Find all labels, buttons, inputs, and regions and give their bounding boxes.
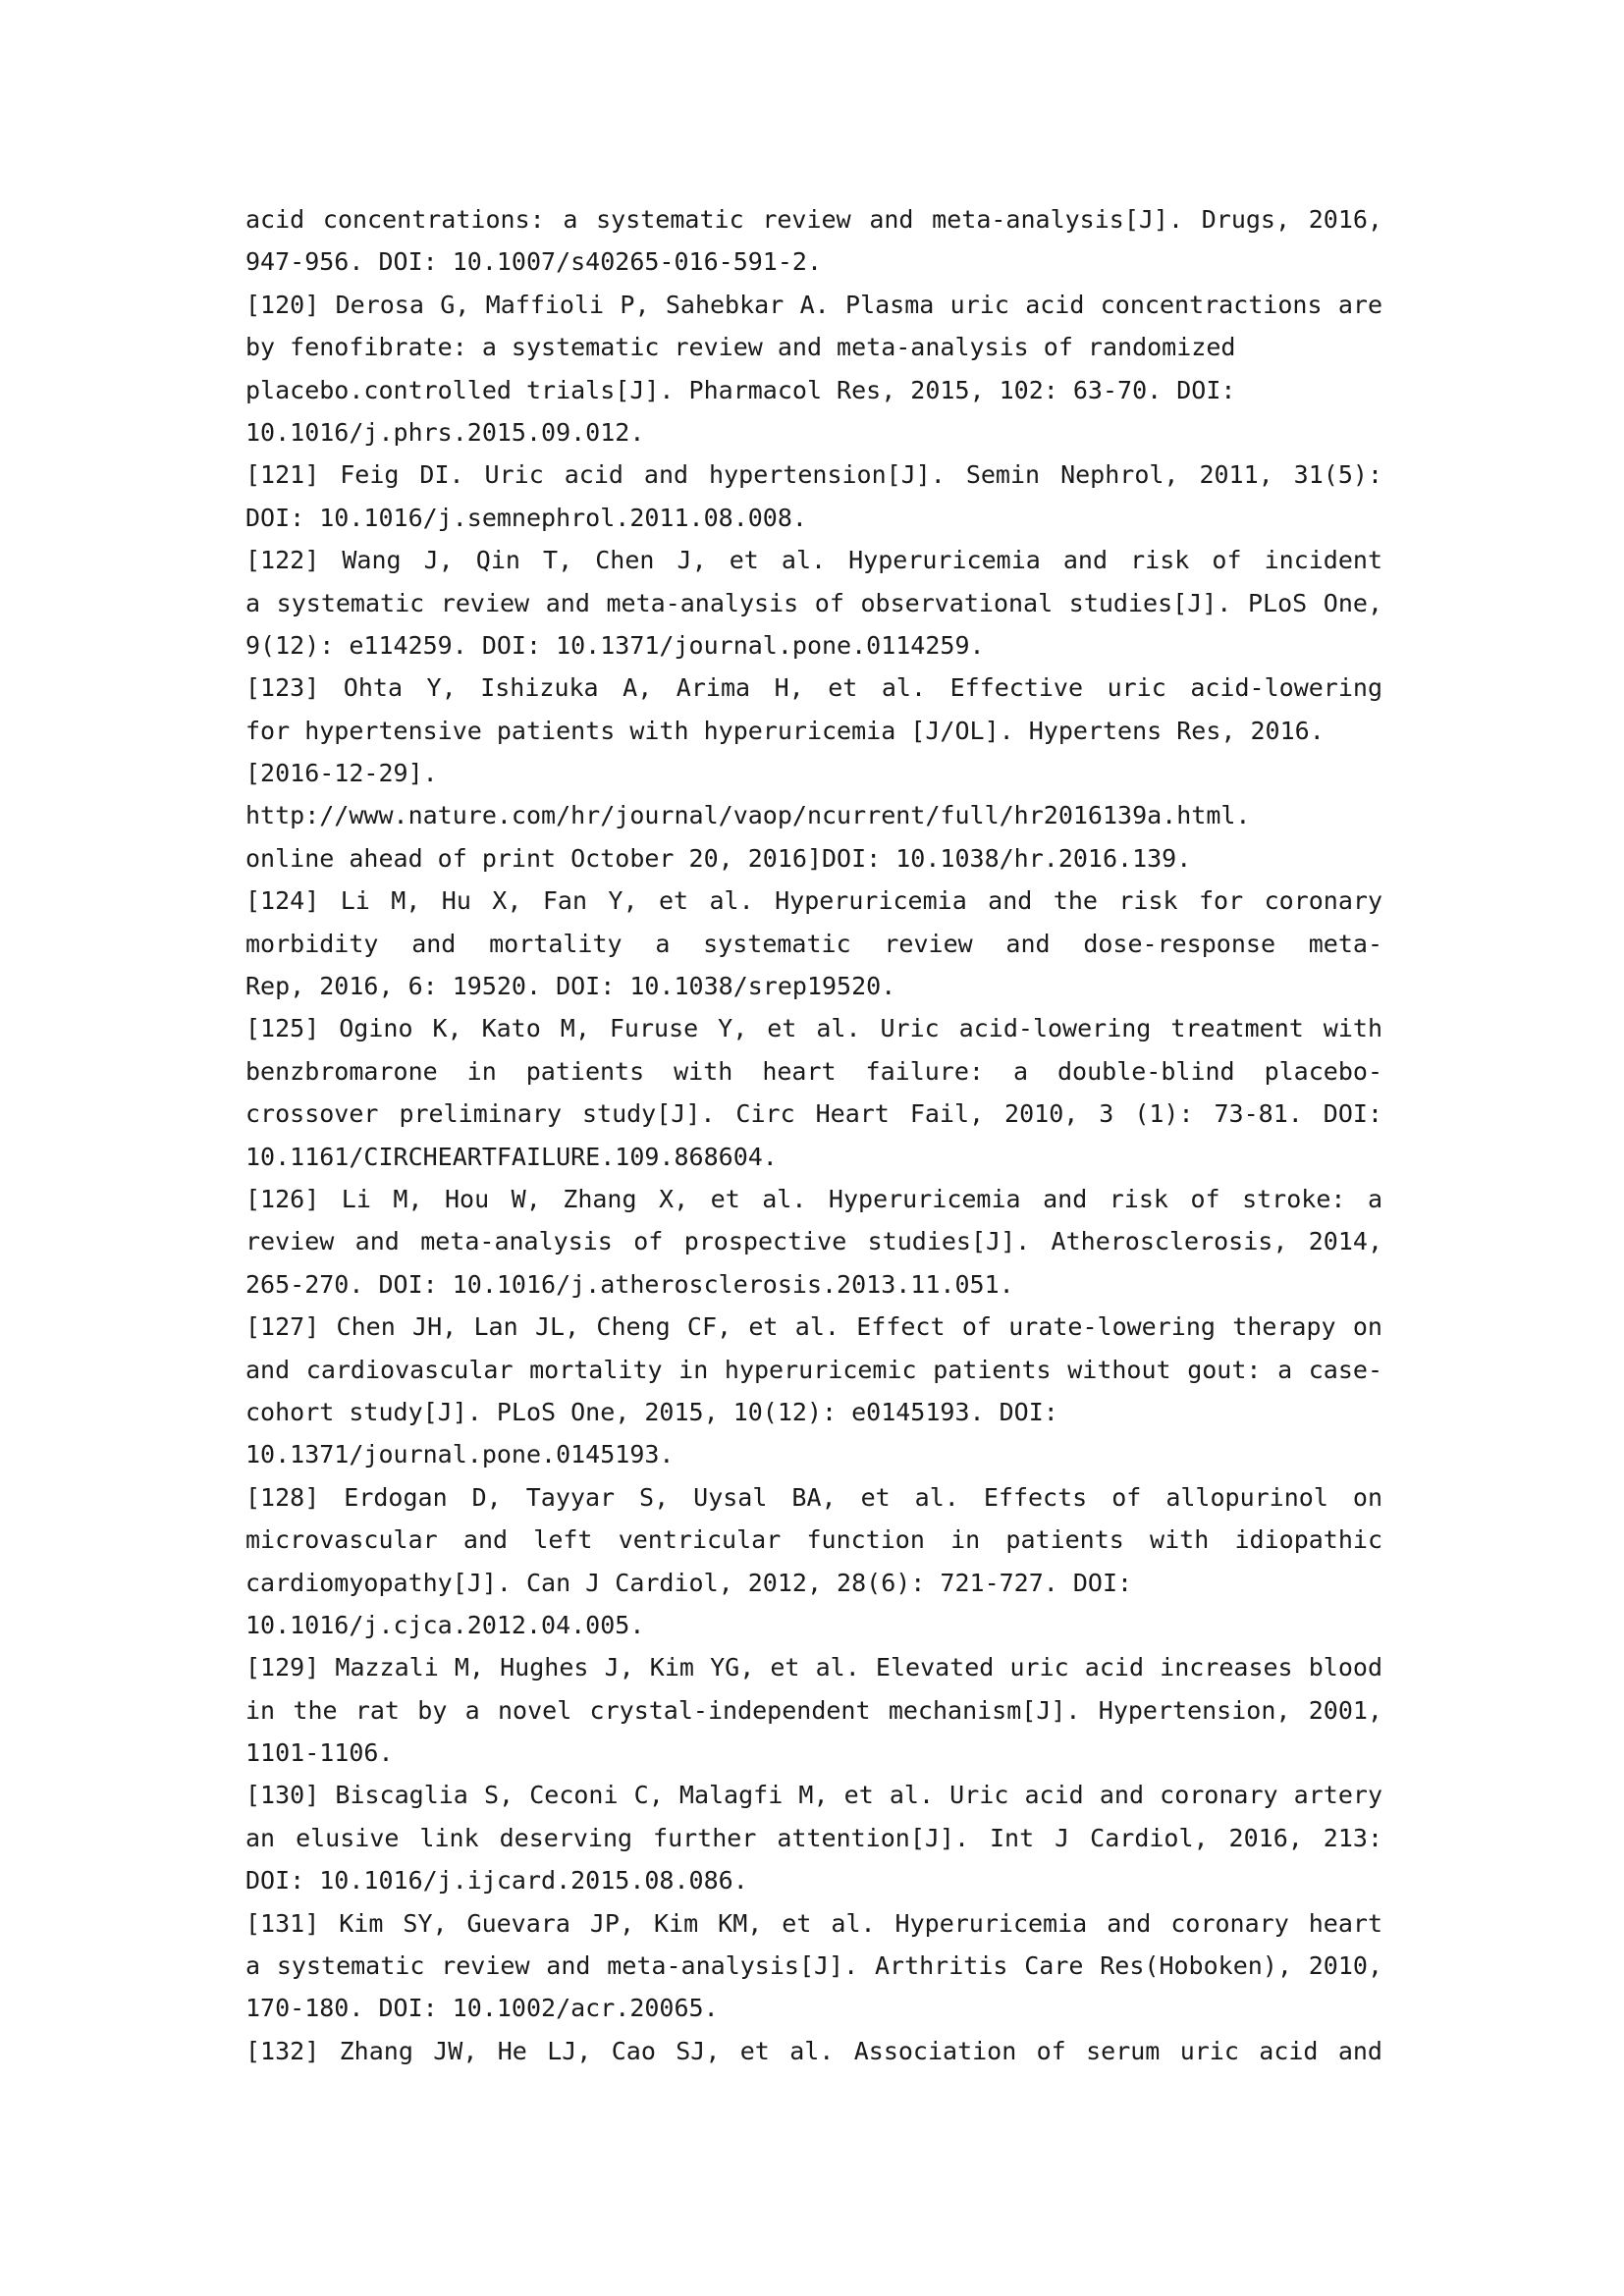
reference-line: [129] Mazzali M, Hughes J, Kim YG, et al. Elevated uric acid increases blood <box>245 1653 1382 1682</box>
reference-line: [120] Derosa G, Maffioli P, Sahebkar A. Plasma uric acid concentractions are <box>245 290 1382 319</box>
reference-line: 947-956. DOI: 10.1007/s40265-016-591-2. <box>245 247 822 277</box>
reference-line: an elusive link deserving further attention[J]. Int J Cardiol, 2016, 213: <box>245 1823 1382 1852</box>
reference-line: acid concentrations: a systematic review and meta-analysis[J]. Drugs, 2016, <box>245 205 1382 234</box>
reference-line: benzbromarone in patients with heart failure: a double-blind placebo- <box>245 1056 1382 1086</box>
reference-line: 265-270. DOI: 10.1016/j.atherosclerosis.2013.11.051. <box>245 1269 1014 1299</box>
reference-line: [123] Ohta Y, Ishizuka A, Arima H, et al. Effective uric acid-lowering <box>245 673 1382 703</box>
reference-line: Rep, 2016, 6: 19520. DOI: 10.1038/srep19520. <box>245 972 896 1001</box>
reference-line: [121] Feig DI. Uric acid and hypertension[J]. Semin Nephrol, 2011, 31(5): <box>245 460 1382 490</box>
reference-line: [122] Wang J, Qin T, Chen J, et al. Hyperuricemia and risk of incident <box>245 546 1382 575</box>
reference-line: [125] Ogino K, Kato M, Furuse Y, et al. Uric acid-lowering treatment with <box>245 1014 1382 1043</box>
reference-line: cohort study[J]. PLoS One, 2015, 10(12): e0145193. DOI: <box>245 1397 1058 1426</box>
reference-line: by fenofibrate: a systematic review and meta-analysis of randomized <box>245 333 1236 362</box>
reference-line: a systematic review and meta-analysis of observational studies[J]. PLoS One, <box>245 588 1382 617</box>
reference-line: [130] Biscaglia S, Ceconi C, Malagfi M, et al. Uric acid and coronary artery <box>245 1781 1382 1810</box>
reference-line: a systematic review and meta-analysis[J]. Arthritis Care Res(Hoboken), 2010, <box>245 1951 1382 1981</box>
reference-line: crossover preliminary study[J]. Circ Heart Fail, 2010, 3 (1): 73-81. DOI: <box>245 1099 1382 1129</box>
reference-line: http://www.nature.com/hr/journal/vaop/ncurrent/full/hr2016139a.html. <box>245 801 1251 830</box>
reference-line: 10.1016/j.phrs.2015.09.012. <box>245 417 645 447</box>
reference-line: review and meta-analysis of prospective studies[J]. Atherosclerosis, 2014, <box>245 1227 1382 1256</box>
reference-line: 9(12): e114259. DOI: 10.1371/journal.pone.0114259. <box>245 630 985 660</box>
reference-line: online ahead of print October 20, 2016]DOI: 10.1038/hr.2016.139. <box>245 843 1192 873</box>
reference-line: 10.1371/journal.pone.0145193. <box>245 1440 675 1469</box>
reference-line: and cardiovascular mortality in hyperuricemic patients without gout: a case- <box>245 1355 1382 1384</box>
reference-line: 1101-1106. <box>245 1738 394 1768</box>
reference-line: in the rat by a novel crystal-independent mechanism[J]. Hypertension, 2001, <box>245 1695 1382 1725</box>
reference-line: 170-180. DOI: 10.1002/acr.20065. <box>245 1994 719 2023</box>
reference-line: for hypertensive patients with hyperuricemia [J/OL]. Hypertens Res, 2016. <box>245 716 1325 745</box>
reference-line: [124] Li M, Hu X, Fan Y, et al. Hyperuricemia and the risk for coronary <box>245 886 1382 916</box>
reference-line: microvascular and left ventricular function in patients with idiopathic <box>245 1525 1382 1555</box>
reference-line: DOI: 10.1016/j.semnephrol.2011.08.008. <box>245 503 807 532</box>
reference-line: [2016-12-29]. <box>245 759 438 788</box>
reference-line: cardiomyopathy[J]. Can J Cardiol, 2012, 28(6): 721-727. DOI: <box>245 1568 1133 1597</box>
reference-line: [126] Li M, Hou W, Zhang X, et al. Hyperuricemia and risk of stroke: a <box>245 1184 1382 1213</box>
reference-line: [128] Erdogan D, Tayyar S, Uysal BA, et al. Effects of allopurinol on <box>245 1482 1382 1512</box>
reference-line: morbidity and mortality a systematic review and dose-response meta- <box>245 929 1382 958</box>
reference-list <box>245 198 1382 2072</box>
reference-line: [127] Chen JH, Lan JL, Cheng CF, et al. Effect of urate-lowering therapy on <box>245 1312 1382 1342</box>
reference-line: [131] Kim SY, Guevara JP, Kim KM, et al. Hyperuricemia and coronary heart <box>245 1908 1382 1938</box>
reference-line: 10.1016/j.cjca.2012.04.005. <box>245 1610 645 1639</box>
reference-line: [132] Zhang JW, He LJ, Cao SJ, et al. Association of serum uric acid and <box>245 2036 1382 2065</box>
reference-line: placebo.controlled trials[J]. Pharmacol Res, 2015, 102: 63-70. DOI: <box>245 375 1236 404</box>
reference-line: 10.1161/CIRCHEARTFAILURE.109.868604. <box>245 1142 778 1171</box>
reference-line: DOI: 10.1016/j.ijcard.2015.08.086. <box>245 1866 748 1896</box>
